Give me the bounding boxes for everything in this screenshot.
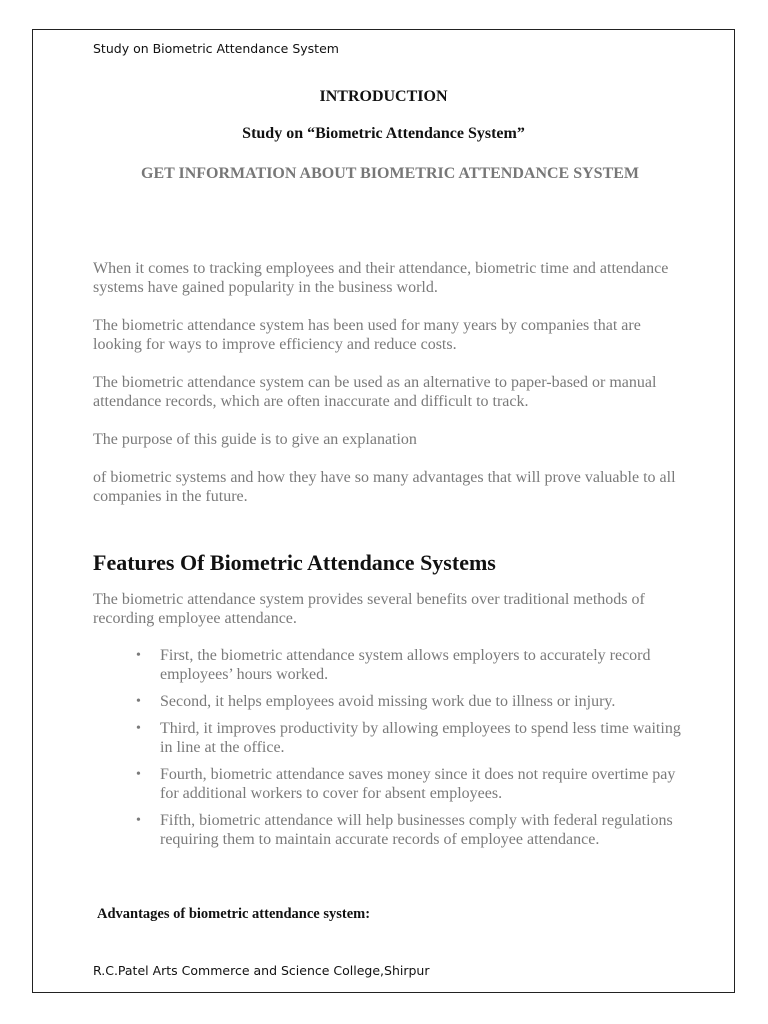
paragraph-3: The biometric attendance system can be used as an alternative to paper-based or manual attendance records, which are often inaccurate and difficult to track. — [93, 374, 657, 410]
paragraph-2: The biometric attendance system has been used for many years by companies that are looking for ways to improve efficiency and reduce costs. — [93, 317, 641, 353]
bullet-icon: • — [136, 813, 141, 828]
document-page — [32, 29, 735, 993]
paragraph-1: When it comes to tracking employees and their attendance, biometric time and attendance systems have gained popularity in the business world. — [93, 260, 669, 296]
paragraph-5: of biometric systems and how they have so many advantages that will prove valuable to all companies in the future. — [93, 469, 676, 505]
features-list — [133, 646, 693, 857]
bullet-icon: • — [136, 648, 141, 663]
introduction-title: INTRODUCTION — [319, 88, 448, 105]
list-item — [133, 811, 693, 849]
list-item — [133, 765, 693, 803]
bullet-icon: • — [136, 767, 141, 782]
list-item-text: Second, it helps employees avoid missing work due to illness or injury. — [160, 693, 616, 710]
advantages-heading: Advantages of biometric attendance system: — [97, 906, 371, 922]
features-heading: Features Of Biometric Attendance Systems — [93, 550, 496, 575]
list-item-text: First, the biometric attendance system allows employers to accurately record employees’ hours worked. — [160, 647, 651, 683]
page-header: Study on Biometric Attendance System — [93, 41, 339, 56]
paragraph-4: The purpose of this guide is to give an explanation — [93, 431, 417, 448]
list-item — [133, 692, 693, 711]
list-item-text: Third, it improves productivity by allowing employees to spend less time waiting in line at the office. — [160, 720, 681, 756]
list-item — [133, 719, 693, 757]
features-intro: The biometric attendance system provides several benefits over traditional methods of recording employee attendance. — [93, 591, 645, 627]
document-subtitle: Study on “Biometric Attendance System” — [242, 125, 525, 142]
section-heading: GET INFORMATION ABOUT BIOMETRIC ATTENDANCE SYSTEM — [141, 165, 640, 182]
list-item-text: Fifth, biometric attendance will help businesses comply with federal regulations requiring them to maintain accurate records of employee attendance. — [160, 812, 673, 848]
page-footer: R.C.Patel Arts Commerce and Science College,Shirpur — [93, 963, 430, 978]
list-item — [133, 646, 693, 684]
bullet-icon: • — [136, 721, 141, 736]
bullet-icon: • — [136, 694, 141, 709]
list-item-text: Fourth, biometric attendance saves money since it does not require overtime pay for additional workers to cover for absent employees. — [160, 766, 676, 802]
